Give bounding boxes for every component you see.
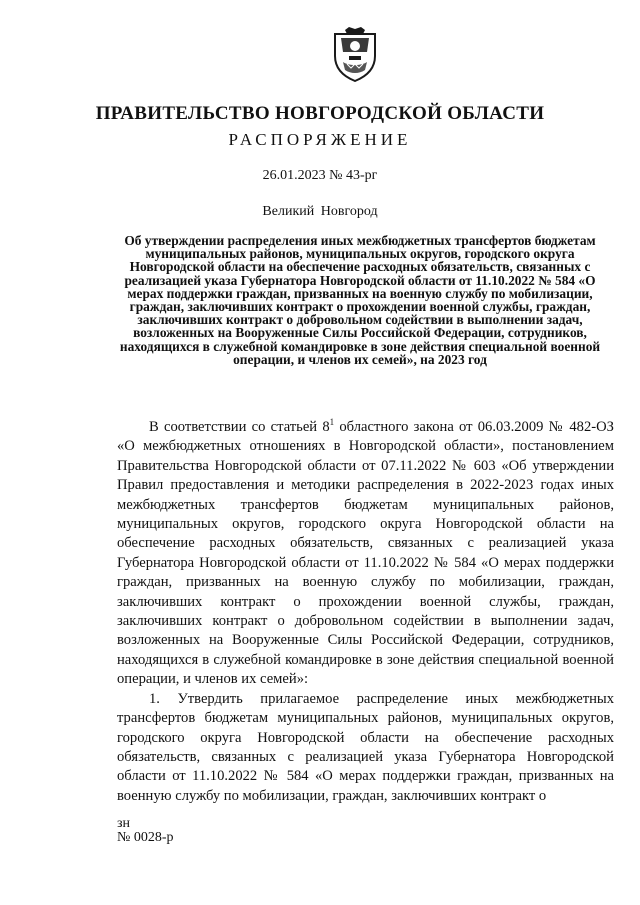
document-title: Об утверждении распределения иных межбюджетных трансфертов бюджетам муниципальных районов, муниципальных округов, городского округа Новгородской области на обеспечение расходных обязательств, связанных с реализацией указа Губернатора Новгородской области от 11.10.2022 № 584 «О мерах поддержки граждан, призванных на военную службу по мобилизации, граждан, заключивших контракт о прохождении военной службы, граждан, заключивших контракт о добровольном содействии в выполнении задач, возложенных на Вооруженные Силы Российской Федерации, сотрудников, находящихся в служебной командировке в зоне действия специальной военной операции, и членов их семей», на 2023 год bbox=[119, 233, 601, 367]
document-body bbox=[117, 418, 614, 806]
paragraph-preamble bbox=[117, 418, 614, 690]
date-number: 26.01.2023 № 43-рг bbox=[262, 168, 378, 183]
article-superscript: 1 bbox=[329, 417, 335, 428]
city: Великий Новгород bbox=[262, 204, 378, 219]
footer-code: зн bbox=[117, 816, 131, 831]
preamble-rest: областного закона от 06.03.2009 № 482-ОЗ «О межбюджетных отношениях в Новгородской области», постановлением Правительства Новгородской области от 07.11.2022 № 603 «Об утверждении Правил предоставления и методики распределения в 2022-2023 годах иных межбюджетных трансфертов бюджетам муниципальных районов, муниципальных округов, городского округа Новгородской области на обеспечение расходных обязательств, связанных с реализацией указа Губернатора Новгородской области от 11.10.2022 № 584 «О мерах поддержки граждан, призванных на военную службу по мобилизации, граждан, заключивших контракт о прохождении военной службы, граждан, заключивших контракт о добровольном содействии в выполнении задач, возложенных на Вооруженные Силы Российской Федерации, сотрудников, находящихся в служебной командировке в зоне действия специальной военной операции, и членов их семей»: bbox=[117, 419, 614, 688]
footer-doc-number: № 0028-р bbox=[117, 830, 174, 845]
paragraph-item-1: 1. Утвердить прилагаемое распределение иных межбюджетных трансфертов бюджетам муниципальных районов, муниципальных округов, городского округа Новгородской области на обеспечение расходных обязательств, связанных с реализацией указа Губернатора Новгородской области от 11.10.2022 № 584 «О мерах поддержки граждан, призванных на военную службу по мобилизации, граждан, заключивших контракт о bbox=[117, 690, 614, 804]
coat-of-arms-icon bbox=[331, 26, 379, 82]
preamble-start: В соответствии со статьей 8 bbox=[149, 419, 330, 435]
footer bbox=[117, 817, 174, 845]
document-type: РАСПОРЯЖЕНИЕ bbox=[228, 130, 412, 149]
government-name: ПРАВИТЕЛЬСТВО НОВГОРОДСКОЙ ОБЛАСТИ bbox=[95, 103, 545, 124]
